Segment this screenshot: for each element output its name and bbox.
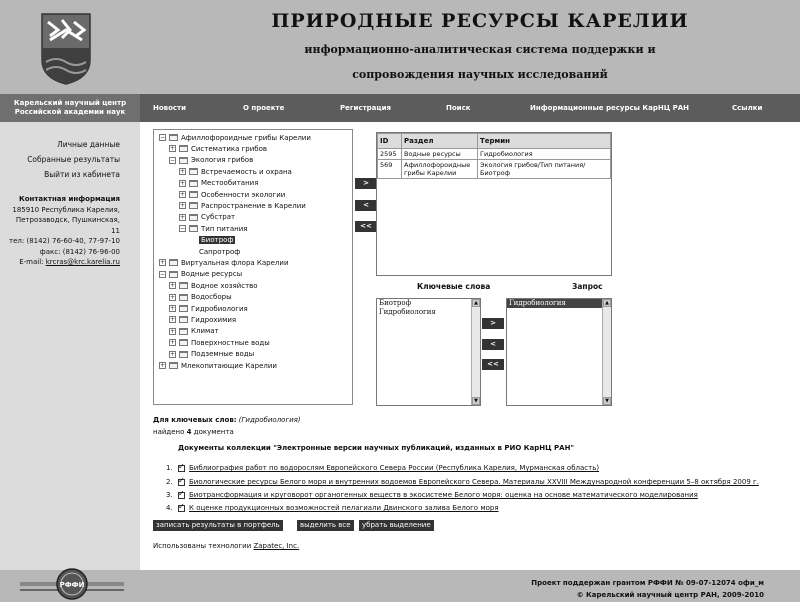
keywords-list[interactable]	[376, 298, 481, 406]
folder-icon	[179, 351, 188, 358]
contact-address-line2: Петрозаводск, Пушкинская, 11	[15, 216, 120, 235]
contact-email-label: E-mail:	[19, 258, 44, 266]
folder-icon	[179, 305, 188, 312]
cell-section: Водные ресурсы	[402, 149, 478, 160]
main-nav	[0, 94, 800, 122]
nav-registration[interactable]: Регистрация	[340, 104, 391, 112]
tree-node-label: Распространение в Карелии	[201, 201, 306, 210]
expand-icon[interactable]: +	[170, 339, 176, 347]
expand-icon[interactable]: +	[160, 259, 166, 267]
cell-section: Афиллофороидные грибы Карелии	[402, 160, 478, 179]
left-sidebar	[0, 122, 140, 570]
scroll-down-icon[interactable]: ▼	[472, 397, 480, 405]
document-item	[166, 478, 759, 486]
expand-icon[interactable]: +	[170, 316, 176, 324]
found-prefix: найдено	[153, 428, 185, 436]
tree-node-label: Биотроф	[201, 236, 234, 245]
scroll-up-icon[interactable]: ▲	[603, 299, 611, 307]
tree-node-label: Экология грибов	[191, 156, 254, 165]
collapse-icon[interactable]: −	[180, 225, 186, 233]
contact-phone: тел: (8142) 76-60-40, 77-97-10	[9, 237, 120, 245]
expand-icon[interactable]: +	[180, 191, 186, 198]
expand-icon[interactable]: +	[180, 179, 186, 187]
folder-icon	[189, 191, 198, 198]
folder-icon	[179, 328, 188, 335]
grant-text: Проект поддержан грантом РФФИ № 09-07-12074 офи_м	[531, 579, 764, 587]
expand-icon[interactable]: +	[170, 327, 176, 335]
tree-node-label: Виртуальная флора Карелии	[181, 258, 289, 267]
expand-icon[interactable]: +	[170, 145, 176, 153]
folder-icon	[169, 134, 178, 141]
tree-node[interactable]	[179, 212, 235, 223]
expand-icon[interactable]: +	[180, 202, 186, 210]
collapse-icon[interactable]: −	[170, 156, 176, 164]
tree-node[interactable]	[159, 360, 277, 371]
site-subtitle-line1: информационно-аналитическая система поддержки и	[304, 43, 656, 56]
folder-icon	[179, 157, 188, 164]
copyright-text: © Карельский научный центр РАН, 2009-2010	[576, 591, 764, 599]
cell-id: 2595	[378, 149, 402, 160]
found-suffix: документа	[193, 428, 234, 436]
query-list[interactable]	[506, 298, 612, 406]
tree-node[interactable]	[169, 292, 232, 303]
nav-about[interactable]: О проекте	[243, 104, 285, 112]
folder-icon	[179, 145, 188, 152]
remove-term-button[interactable]: <	[355, 200, 377, 211]
rffi-logo-text: РФФИ	[59, 581, 85, 589]
sidebar-link-personal-data[interactable]: Личные данные	[57, 140, 120, 149]
folder-icon	[169, 362, 178, 369]
tree-node-label: Сапротроф	[199, 247, 241, 256]
document-link[interactable]: Биотрансформация и круговорот органогенных веществ в экосистеме Белого моря: оценка на основе математического моделирования	[189, 491, 698, 499]
keywords-summary	[153, 416, 301, 424]
tree-node[interactable]	[169, 303, 248, 314]
keywords-label: Ключевые слова	[417, 282, 491, 291]
tree-node[interactable]	[179, 178, 258, 189]
tree-node-label: Водные ресурсы	[181, 270, 243, 279]
contact-fax: факс: (8142) 76-96-00	[39, 247, 120, 256]
tree-node[interactable]	[169, 337, 270, 348]
keywords-summary-value: (Гидробиология)	[238, 416, 301, 424]
tree-node-label: Водосборы	[191, 293, 232, 302]
tree-node-label: Гидробиология	[191, 304, 248, 313]
folder-icon	[189, 214, 198, 221]
tech-credit	[153, 542, 299, 550]
contact-info	[6, 194, 120, 268]
tree-node[interactable]	[159, 269, 242, 280]
tree-node[interactable]	[199, 235, 235, 246]
document-link[interactable]: Биологические ресурсы Белого моря и внутренних водоемов Европейского Севера. Материалы XXVIII Международной конференции 5–8 октября 2009 г.	[189, 478, 759, 486]
expand-icon[interactable]: +	[160, 362, 166, 369]
rffi-logo-icon	[20, 566, 124, 602]
tree-node-label: Систематика грибов	[191, 144, 268, 153]
tree-node-label: Млекопитающие Карелии	[181, 361, 277, 370]
documents-heading: Документы коллекции "Электронные версии научных публикаций, изданных в РИО КарНЦ РАН"	[178, 444, 575, 452]
tree-node-label: Водное хозяйство	[191, 281, 258, 290]
expand-icon[interactable]: +	[170, 305, 176, 312]
contact-title: Контактная информация	[19, 195, 120, 203]
document-number: 2.	[166, 478, 173, 486]
tree-node[interactable]	[169, 280, 258, 291]
tree-node[interactable]	[179, 166, 292, 177]
query-label: Запрос	[572, 282, 603, 291]
expand-icon[interactable]: +	[180, 168, 186, 176]
add-query-button[interactable]: >	[482, 318, 504, 329]
tree-node[interactable]	[179, 200, 306, 211]
folder-icon	[179, 282, 188, 289]
org-name-line2: Российской академии наук	[14, 108, 126, 116]
expand-icon[interactable]: +	[170, 350, 176, 358]
table-row[interactable]	[378, 160, 611, 179]
folder-icon	[169, 271, 178, 278]
folder-icon	[179, 294, 188, 301]
document-item	[166, 464, 599, 472]
keywords-summary-label: Для ключевых слов:	[153, 416, 237, 424]
tree-node-label: Климат	[191, 327, 219, 336]
tree-node-label: Встречаемость и охрана	[201, 167, 292, 176]
keyword-item[interactable]: Биотроф	[379, 299, 412, 307]
scroll-down-icon[interactable]: ▼	[603, 397, 611, 405]
contact-address-line1: 185910 Республика Карелия,	[12, 205, 120, 214]
column-header-id: ID	[378, 134, 402, 149]
tree-node-label: Поверхностные воды	[191, 338, 270, 347]
org-name-line1: Карельский научный центр	[13, 99, 127, 107]
tree-node-label: Местообитания	[201, 179, 259, 188]
document-number: 1.	[166, 464, 173, 472]
clear-query-button[interactable]: <<	[482, 359, 504, 370]
nav-news[interactable]: Новости	[153, 104, 187, 112]
tree-node-label: Подземные воды	[191, 350, 255, 359]
site-title: ПРИРОДНЫЕ РЕСУРСЫ КАРЕЛИИ	[271, 10, 689, 32]
tree-node-label: Афиллофороидные грибы Карелии	[181, 133, 311, 142]
keyword-item[interactable]: Гидробиология	[379, 308, 436, 316]
expand-icon[interactable]: +	[170, 293, 176, 301]
tree-node[interactable]	[159, 257, 289, 268]
document-checkbox[interactable]	[178, 479, 185, 486]
tree-node-label: Гидрохимия	[191, 315, 237, 324]
tree-node[interactable]	[169, 349, 254, 360]
select-all-button[interactable]: выделить все	[297, 520, 354, 531]
document-link[interactable]: Библиография работ по водорослям Европейского Севера России (Республика Карелия, Мурманская область)	[189, 464, 600, 472]
site-subtitle-line2: сопровождения научных исследований	[352, 68, 608, 81]
expand-icon[interactable]: +	[170, 282, 176, 290]
scroll-up-icon[interactable]: ▲	[472, 299, 480, 307]
folder-icon	[169, 259, 178, 266]
folder-icon	[189, 180, 198, 187]
tree-node[interactable]	[169, 314, 236, 325]
column-header-term: Термин	[478, 134, 611, 149]
keywords-scrollbar[interactable]	[471, 299, 480, 405]
cell-term: Гидробиология	[478, 149, 611, 160]
folder-icon	[189, 168, 198, 175]
save-to-portfolio-button[interactable]: записать результаты в портфель	[153, 520, 283, 531]
site-header	[0, 0, 800, 94]
query-scrollbar[interactable]	[602, 299, 611, 405]
folder-icon	[179, 316, 188, 323]
nav-links[interactable]: Ссылки	[732, 104, 763, 112]
sidebar-link-logout[interactable]: Выйти из кабинета	[44, 170, 120, 179]
clear-terms-button[interactable]: <<	[355, 221, 377, 232]
document-checkbox[interactable]	[178, 492, 185, 499]
tech-credit-link[interactable]: Zapatec, Inc.	[253, 542, 300, 550]
folder-icon	[179, 339, 188, 346]
tech-credit-label: Использованы технологии	[153, 542, 252, 550]
document-item	[166, 504, 499, 512]
cell-id: 569	[378, 160, 402, 179]
document-number: 3.	[166, 491, 173, 499]
tree-node[interactable]	[169, 155, 253, 166]
tree-node-label: Тип питания	[201, 224, 248, 233]
folder-icon	[189, 225, 198, 232]
tree-node[interactable]	[169, 326, 219, 337]
contact-email-link[interactable]: krcras@krc.karelia.ru	[45, 258, 120, 266]
org-name[interactable]	[0, 94, 140, 122]
tree-node[interactable]	[169, 143, 267, 154]
found-count-line	[153, 428, 234, 436]
nav-krc-resources[interactable]: Информационные ресурсы КарНЦ РАН	[530, 104, 690, 112]
found-count: 4	[186, 428, 192, 436]
grant-info	[531, 577, 764, 601]
tree-node[interactable]	[179, 189, 285, 200]
document-checkbox[interactable]	[178, 505, 185, 512]
tree-node-label: Субстрат	[201, 213, 236, 222]
cell-term: Экология грибов/Тип питания/Биотроф	[478, 160, 611, 179]
document-number: 4.	[166, 504, 173, 512]
tree-node[interactable]	[179, 223, 247, 234]
query-item[interactable]: Гидробиология	[507, 299, 611, 308]
folder-icon	[189, 202, 198, 209]
contact-email-line	[6, 257, 120, 268]
karelia-coat-of-arms-icon	[40, 12, 92, 86]
document-item	[166, 491, 698, 499]
tree-node-label: Особенности экологии	[201, 190, 286, 199]
sidebar-link-collected-results[interactable]: Собранные результаты	[27, 155, 120, 164]
collapse-icon[interactable]: −	[160, 270, 166, 278]
document-checkbox[interactable]	[178, 465, 185, 472]
selected-terms-table	[376, 132, 612, 276]
nav-search[interactable]: Поиск	[446, 104, 471, 112]
document-link[interactable]: К оценке продукционных возможностей пелагиали Двинского залива Белого моря	[189, 504, 499, 512]
collapse-icon[interactable]: −	[160, 134, 166, 141]
tree-node[interactable]	[159, 132, 311, 143]
deselect-button[interactable]: убрать выделение	[359, 520, 434, 531]
expand-icon[interactable]: +	[180, 213, 186, 221]
remove-query-button[interactable]: <	[482, 339, 504, 350]
category-tree[interactable]	[153, 129, 353, 405]
tree-node[interactable]	[199, 246, 240, 257]
column-header-section: Раздел	[402, 134, 478, 149]
add-term-button[interactable]: >	[355, 178, 377, 189]
table-row[interactable]	[378, 149, 611, 160]
